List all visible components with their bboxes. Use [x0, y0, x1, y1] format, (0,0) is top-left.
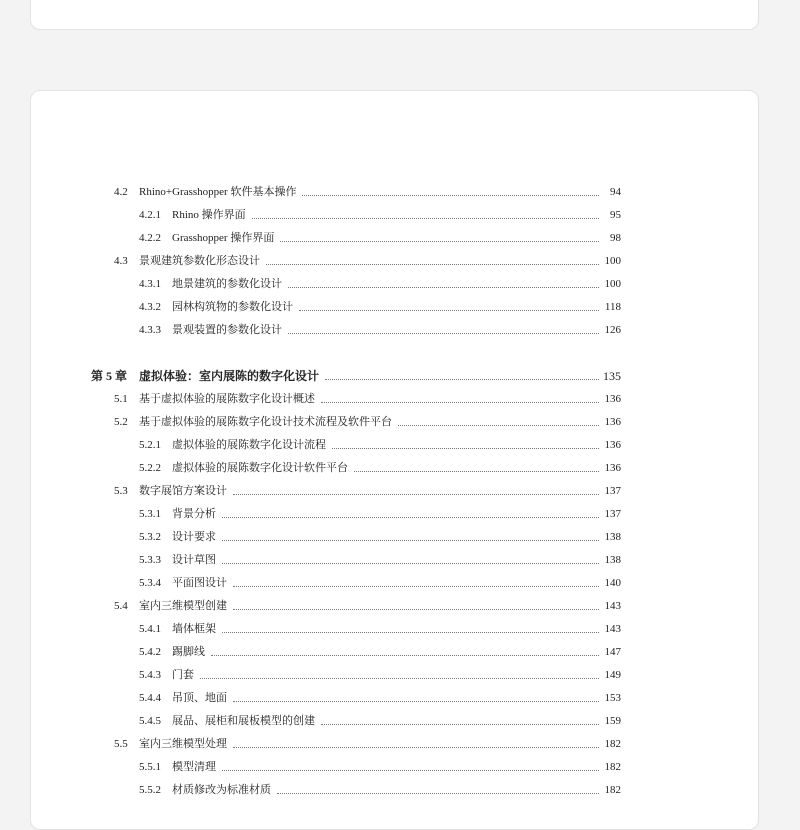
- toc-dot-leader: [332, 448, 599, 449]
- toc-entry-page-number: 95: [610, 209, 621, 221]
- toc-entry-page-number: 143: [604, 600, 621, 612]
- toc-entry-row[interactable]: [139, 459, 621, 477]
- toc-entry-page-number: 100: [604, 278, 621, 290]
- toc-entry-page-number: 182: [604, 738, 621, 750]
- toc-entry-page-number: 143: [604, 623, 621, 635]
- toc-entry-page-number: 153: [604, 692, 621, 704]
- toc-entry-row[interactable]: [114, 390, 621, 408]
- toc-dot-leader: [233, 609, 599, 610]
- toc-entry-page-number: 140: [604, 577, 621, 589]
- toc-dot-leader: [233, 747, 599, 748]
- toc-chapter-row[interactable]: [91, 367, 621, 385]
- toc-entry-page-number: 100: [604, 255, 621, 267]
- toc-dot-leader: [277, 793, 599, 794]
- toc-entry-number: 4.3: [114, 255, 128, 267]
- toc-entry-row[interactable]: [139, 229, 621, 247]
- toc-entry-title: 材质修改为标准材质: [172, 784, 271, 796]
- toc-entry-row[interactable]: [114, 735, 621, 753]
- toc-entry-number: 5.4.4: [139, 692, 161, 704]
- toc-entry-title: 景观装置的参数化设计: [172, 324, 282, 336]
- toc-dot-leader: [233, 494, 599, 495]
- toc-entry-title: 景观建筑参数化形态设计: [139, 255, 260, 267]
- toc-entry-number: 4.3.2: [139, 301, 161, 313]
- toc-entry-title: Rhino 操作界面: [172, 209, 246, 221]
- toc-entry-row[interactable]: [139, 574, 621, 592]
- toc-entry-number: 5.3: [114, 485, 128, 497]
- toc-entry-title: 平面图设计: [172, 577, 227, 589]
- toc-entry-number: 5.5.1: [139, 761, 161, 773]
- toc-entry-number: 5.3.4: [139, 577, 161, 589]
- toc-entry-number: 5.4.5: [139, 715, 161, 727]
- toc-entry-page-number: 136: [604, 439, 621, 451]
- toc-entry-title: 室内三维模型处理: [139, 738, 227, 750]
- toc-entry-number: 5.4.2: [139, 646, 161, 658]
- toc-entry-number: 5.3.2: [139, 531, 161, 543]
- toc-entry-number: 5.1: [114, 393, 128, 405]
- toc-entry-page-number: 182: [604, 784, 621, 796]
- toc-entry-title: Grasshopper 操作界面: [172, 232, 275, 244]
- toc-entry-number: 4.2.1: [139, 209, 161, 221]
- toc-entry-number: 5.4.1: [139, 623, 161, 635]
- toc-entry-title: 虚拟体验的展陈数字化设计软件平台: [172, 462, 348, 474]
- toc-entry-row[interactable]: [139, 689, 621, 707]
- toc-dot-leader: [299, 310, 599, 311]
- toc-entry-row[interactable]: [139, 321, 621, 339]
- toc-dot-leader: [325, 379, 599, 380]
- toc-entry-page-number: 136: [604, 416, 621, 428]
- toc-entry-number: 5.5.2: [139, 784, 161, 796]
- toc-entry-page-number: 135: [603, 369, 621, 383]
- toc-entry-number: 5.2.1: [139, 439, 161, 451]
- toc-entry-row[interactable]: [114, 252, 621, 270]
- toc-dot-leader: [222, 563, 599, 564]
- toc-entry-row[interactable]: [114, 183, 621, 201]
- toc-dot-leader: [222, 632, 599, 633]
- toc-entry-number: 4.2.2: [139, 232, 161, 244]
- toc-dot-leader: [222, 540, 599, 541]
- toc-entry-title: 基于虚拟体验的展陈数字化设计概述: [139, 393, 315, 405]
- toc-entry-row[interactable]: [114, 597, 621, 615]
- toc-entry-page-number: 138: [604, 554, 621, 566]
- toc-entry-page-number: 159: [604, 715, 621, 727]
- toc-entry-row[interactable]: [139, 206, 621, 224]
- toc-entry-title: 设计要求: [172, 531, 216, 543]
- toc-entry-number: 4.3.3: [139, 324, 161, 336]
- toc-dot-leader: [233, 586, 599, 587]
- toc-entry-number: 5.4: [114, 600, 128, 612]
- toc-entry-page-number: 98: [610, 232, 621, 244]
- toc-entry-page-number: 182: [604, 761, 621, 773]
- toc-entry-title: 模型清理: [172, 761, 216, 773]
- toc-entry-row[interactable]: [139, 712, 621, 730]
- toc-entry-number: 5.3.1: [139, 508, 161, 520]
- toc-dot-leader: [222, 517, 599, 518]
- toc-dot-leader: [288, 287, 599, 288]
- toc-entry-title: 踢脚线: [172, 646, 205, 658]
- toc-entry-row[interactable]: [114, 482, 621, 500]
- toc-entry-page-number: 147: [604, 646, 621, 658]
- table-of-contents-page: [30, 90, 759, 830]
- toc-entry-title: 墙体框架: [172, 623, 216, 635]
- toc-entry-number: 5.5: [114, 738, 128, 750]
- toc-entry-title: 门套: [172, 669, 194, 681]
- toc-entry-row[interactable]: [139, 620, 621, 638]
- previous-page-card: [30, 0, 759, 30]
- toc-entry-row[interactable]: [139, 528, 621, 546]
- toc-entry-title: 展品、展柜和展板模型的创建: [172, 715, 315, 727]
- toc-dot-leader: [288, 333, 599, 334]
- toc-entry-row[interactable]: [139, 551, 621, 569]
- toc-entry-page-number: 137: [604, 485, 621, 497]
- toc-entry-page-number: 126: [604, 324, 621, 336]
- toc-entry-page-number: 137: [604, 508, 621, 520]
- toc-dot-leader: [321, 402, 599, 403]
- toc-entry-number: 第 5 章: [91, 369, 128, 383]
- toc-entry-title: 背景分析: [172, 508, 216, 520]
- toc-entry-row[interactable]: [139, 781, 621, 799]
- toc-entry-title: Rhino+Grasshopper 软件基本操作: [139, 186, 297, 198]
- toc-entry-row[interactable]: [139, 298, 621, 316]
- toc-dot-leader: [280, 241, 599, 242]
- toc-entry-row[interactable]: [139, 505, 621, 523]
- toc-entry-page-number: 118: [604, 301, 621, 313]
- toc-entry-number: 4.3.1: [139, 278, 161, 290]
- toc-dot-leader: [321, 724, 599, 725]
- toc-dot-leader: [266, 264, 599, 265]
- toc-entry-title: 园林构筑物的参数化设计: [172, 301, 293, 313]
- toc-dot-leader: [211, 655, 599, 656]
- toc-dot-leader: [398, 425, 599, 426]
- toc-dot-leader: [302, 195, 599, 196]
- toc-entry-page-number: 136: [604, 393, 621, 405]
- toc-entry-row[interactable]: [114, 413, 621, 431]
- toc-entry-number: 5.2.2: [139, 462, 161, 474]
- toc-entry-number: 5.3.3: [139, 554, 161, 566]
- toc-entry-title: 吊顶、地面: [172, 692, 227, 704]
- toc-entry-row[interactable]: [139, 643, 621, 661]
- toc-entry-title: 虚拟体验：室内展陈的数字化设计: [139, 369, 320, 383]
- toc-entry-page-number: 94: [610, 186, 621, 198]
- toc-entry-row[interactable]: [139, 666, 621, 684]
- toc-entry-row[interactable]: [139, 758, 621, 776]
- toc-entry-title: 设计草图: [172, 554, 216, 566]
- toc-entry-page-number: 136: [604, 462, 621, 474]
- toc-entry-page-number: 138: [604, 531, 621, 543]
- toc-entry-title: 地景建筑的参数化设计: [172, 278, 282, 290]
- toc-dot-leader: [233, 701, 599, 702]
- toc-entry-number: 4.2: [114, 186, 128, 198]
- toc-entry-row[interactable]: [139, 275, 621, 293]
- toc-entry-row[interactable]: [139, 436, 621, 454]
- toc-dot-leader: [200, 678, 599, 679]
- toc-entry-page-number: 149: [604, 669, 621, 681]
- toc-entry-title: 室内三维模型创建: [139, 600, 227, 612]
- toc-dot-leader: [354, 471, 599, 472]
- toc-dot-leader: [222, 770, 599, 771]
- toc-entry-title: 虚拟体验的展陈数字化设计流程: [172, 439, 326, 451]
- toc-dot-leader: [252, 218, 599, 219]
- toc-entry-number: 5.4.3: [139, 669, 161, 681]
- toc-entry-number: 5.2: [114, 416, 128, 428]
- toc-entry-title: 数字展馆方案设计: [139, 485, 227, 497]
- toc-entry-title: 基于虚拟体验的展陈数字化设计技术流程及软件平台: [139, 416, 392, 428]
